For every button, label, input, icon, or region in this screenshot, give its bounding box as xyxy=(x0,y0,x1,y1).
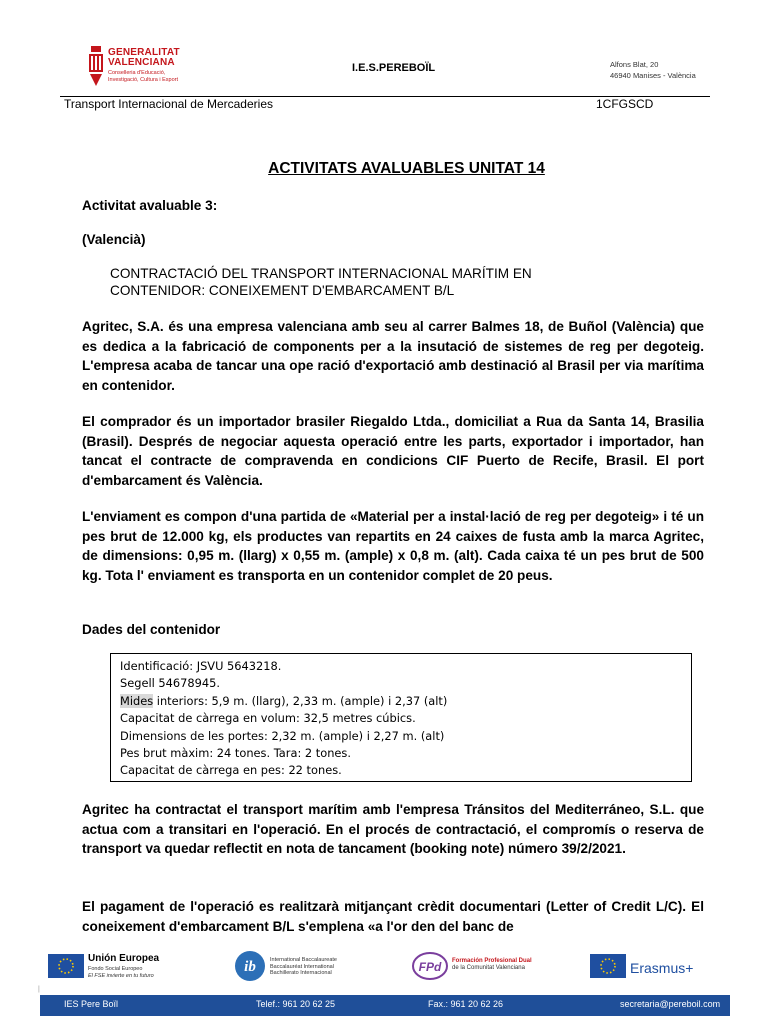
paragraph-3: L'enviament es compon d'una partida de «Material per a instal·lació de reg per degoteig» i té un pes brut de 12.000 kg, els productes van repartits en 24 caixes de fusta amb la marca Agritec, de dimensions: 0,95 m. (llarg) x 0,55 m. (ample) x 0,8 m. (alt). Cada caixa té un pes brut de 500 kg. Tota l' enviament es transporta en un contenidor complet de 20 peus. xyxy=(82,509,704,583)
ib-text xyxy=(270,957,337,977)
highlighted-word: Mides xyxy=(120,693,154,708)
logo-line-2: VALENCIANA xyxy=(108,57,175,68)
container-id: Identificació: JSVU 5643218. xyxy=(120,659,282,673)
logo-line-1: GENERALITAT xyxy=(108,47,180,58)
generalitat-emblem-icon xyxy=(88,46,104,90)
eu-title: Unión Europea xyxy=(88,953,160,964)
eu-subtitle-1: Fondo Social Europeo xyxy=(88,966,143,972)
footer-email[interactable]: secretaria@pereboil.com xyxy=(620,999,721,1009)
footer-phone: Telef.: 961 20 62 25 xyxy=(256,999,336,1009)
course-code: 1CFGSCD xyxy=(596,97,654,111)
eu-flag-icon-erasmus xyxy=(590,954,626,978)
ib-line-1: International Baccalaureate xyxy=(270,957,337,963)
footer-fax: Fax.: 961 20 62 26 xyxy=(428,999,504,1009)
paragraph-4: Agritec ha contractat el transport marítim amb l'empresa Tránsitos del Mediterráneo, S.L. que actua com a transitari en l'operació. En el procés de contractació, el compromís o reserva de transport va quedar reflectit en nota de tancament (booking note) número 39/2/2021. xyxy=(82,802,704,856)
ib-line-3: Bachillerato Internacional xyxy=(270,970,332,976)
eu-subtitle-2: El FSE invierte en tu futuro xyxy=(88,973,154,979)
subject-name: Transport Internacional de Mercaderies xyxy=(64,97,273,111)
footer-contact-bar xyxy=(40,995,730,1016)
container-weight: Pes brut màxim: 24 tones. Tara: 2 tones. xyxy=(120,746,351,761)
document-title: ACTIVITATS AVALUABLES UNITAT 14 xyxy=(268,160,545,177)
activity-label: Activitat avaluable 3: xyxy=(82,198,218,213)
section-heading xyxy=(110,265,532,299)
footer-school: IES Pere Boïl xyxy=(64,999,119,1009)
container-data-box xyxy=(110,653,692,782)
fpd-line-1: Formación Profesional Dual xyxy=(452,958,532,964)
erasmus-label: Erasmus+ xyxy=(630,960,694,976)
fpd-text xyxy=(452,958,532,972)
fpd-line-2: de la Comunitat Valenciana xyxy=(452,965,525,971)
svg-text:FPd: FPd xyxy=(418,960,442,974)
school-address xyxy=(610,59,696,81)
paragraph-2: El comprador és un importador brasiler Riegaldo Ltda., domiciliat a Rua da Santa 14, Brasilia (Brasil). Després de negociar aquesta operació entre les parts, exportador i importador, han tancat el contracte de compravenda en condicions CIF Puerto de Recife, Brasil. El port d'embarcament és València. xyxy=(82,414,704,488)
section-heading-line-2: CONTENIDOR: CONEIXEMENT D'EMBARCAMENT B/L xyxy=(110,283,455,298)
ib-line-2: Baccalauréat International xyxy=(270,963,334,970)
address-line-2: 46940 Manises - València xyxy=(610,71,696,80)
container-volume: Capacitat de càrrega en volum: 32,5 metres cúbics. xyxy=(120,711,416,726)
footer-logos xyxy=(40,948,730,984)
paragraph-1: Agritec, S.A. és una empresa valenciana amb seu al carrer Balmes 18, de Buñol (València) que es dedica a la fabricació de components per a la insutació de sistemes de reg per degoteig. L'empresa acaba de tancar una ope ració d'exportació amb destinació al Brasil per via marítima en contenidor. xyxy=(82,319,704,393)
fpd-logo-icon xyxy=(412,952,448,980)
school-name: I.E.S.PEREBOÏL xyxy=(352,62,436,74)
section-heading-line-1: CONTRACTACIÓ DEL TRANSPORT INTERNACIONAL MARÍTIM EN xyxy=(110,266,532,281)
address-line-1: Alfons Blat, 20 xyxy=(610,60,659,69)
eu-flag-icon xyxy=(48,954,84,978)
ib-logo-icon xyxy=(234,950,266,982)
container-heading: Dades del contenidor xyxy=(82,622,221,637)
container-seal: Segell 54678945. xyxy=(120,676,221,691)
svg-text:ib: ib xyxy=(244,959,256,975)
paragraph-5: El pagament de l'operació es realitzarà mitjançant crèdit documentari (Letter of Credit L/C). El coneixement d'embarcament B/L s'emplena «a l'or den del banc de xyxy=(82,899,704,934)
container-dimensions-text: interiors: 5,9 m. (llarg), 2,33 m. (ample) i 2,37 (alt) xyxy=(153,693,448,708)
container-door-dimensions: Dimensions de les portes: 2,32 m. (ample) i 2,27 m. (alt) xyxy=(120,728,445,743)
container-load-capacity: Capacitat de càrrega en pes: 22 tones. xyxy=(120,763,342,778)
logo-subtitle: Conselleria d'Educació, Investigació, Cultura i Esport xyxy=(108,70,179,83)
page-marker: | xyxy=(38,986,40,993)
language-label: (Valencià) xyxy=(82,232,146,247)
generalitat-logo xyxy=(88,46,178,92)
container-dimensions xyxy=(120,693,447,710)
